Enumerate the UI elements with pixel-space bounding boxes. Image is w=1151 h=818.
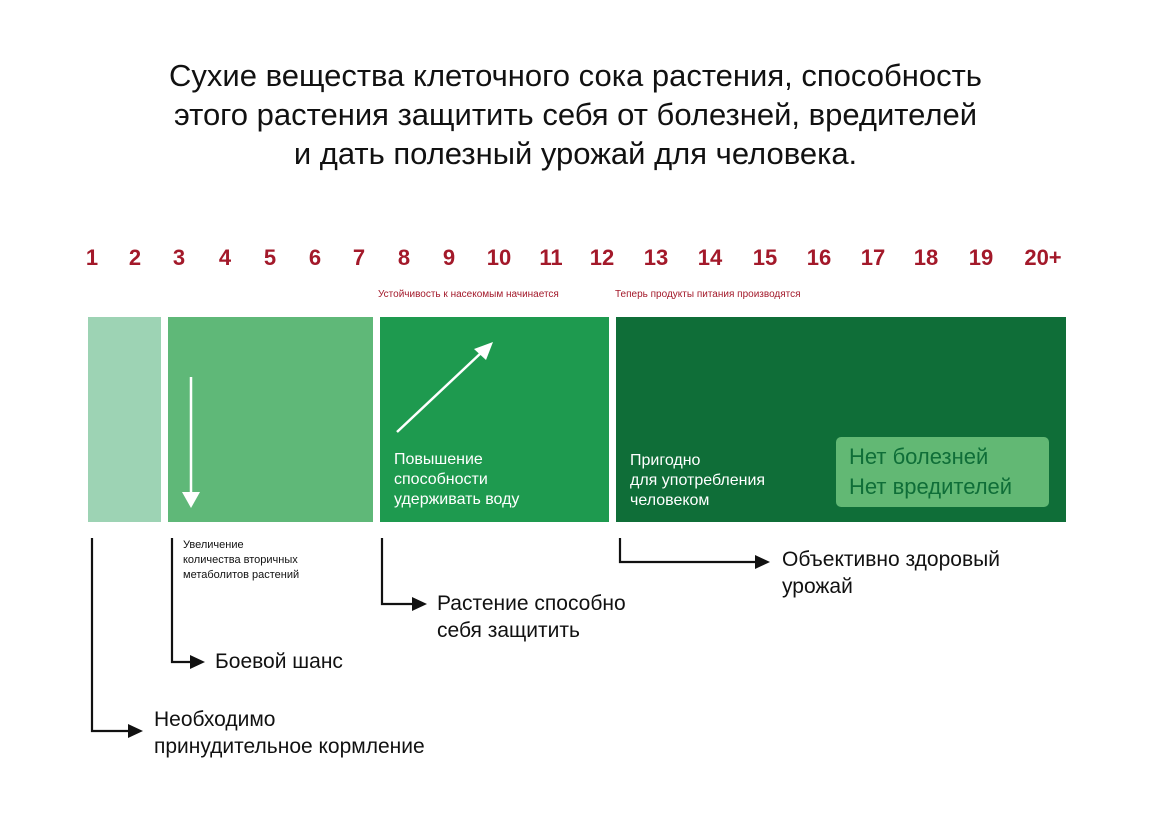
scale-number: 11 bbox=[539, 245, 563, 270]
outcome-line: Необходимо bbox=[154, 708, 276, 731]
scale-number: 13 bbox=[643, 245, 669, 270]
outcome-line: урожай bbox=[782, 575, 853, 598]
scale-number: 7 bbox=[352, 245, 366, 270]
scale-number: 20+ bbox=[1024, 245, 1062, 270]
badge-line-no-pests: Нет вредителей bbox=[849, 474, 1013, 499]
scale-number: 2 bbox=[128, 245, 142, 270]
scale-number: 8 bbox=[397, 245, 411, 270]
scale-number: 6 bbox=[308, 245, 322, 270]
scale-number: 4 bbox=[218, 245, 232, 270]
scale-number: 5 bbox=[263, 245, 277, 270]
connector-self-protection bbox=[382, 538, 427, 611]
human-consumption-line: для употребления bbox=[630, 472, 766, 489]
title-line-3: и дать полезный урожай для человека. bbox=[293, 136, 858, 171]
scale-number: 15 bbox=[752, 245, 778, 270]
scale-number: 18 bbox=[913, 245, 939, 270]
outcome-line: Объективно здоровый bbox=[782, 548, 1000, 571]
outcome-line: Растение способно bbox=[437, 592, 626, 615]
outcome-line: Боевой шанс bbox=[215, 650, 343, 673]
arrow-up-right-icon bbox=[397, 342, 493, 432]
metabolites-line: метаболитов растений bbox=[183, 569, 300, 581]
outcome-line: себя защитить bbox=[437, 619, 580, 642]
human-consumption-line: Пригодно bbox=[630, 452, 701, 469]
note-insect-resistance: Устойчивость к насекомым начинается bbox=[378, 289, 559, 300]
badge-line-no-disease: Нет болезней bbox=[849, 444, 989, 469]
water-retention-line: способности bbox=[394, 471, 488, 488]
note-food-production: Теперь продукты питания производятся bbox=[615, 289, 801, 300]
scale-number: 10 bbox=[486, 245, 512, 270]
water-retention-line: Повышение bbox=[394, 451, 483, 468]
outcome-line: принудительное кормление bbox=[154, 735, 425, 758]
human-consumption-line: человеком bbox=[630, 492, 710, 509]
scale-number: 3 bbox=[172, 245, 186, 270]
metabolites-line: количества вторичных bbox=[183, 554, 298, 566]
scale-number: 16 bbox=[806, 245, 832, 270]
title-line-1: Сухие вещества клеточного сока растения, способность bbox=[169, 58, 982, 93]
arrow-down-icon bbox=[182, 377, 200, 508]
connector-healthy-harvest bbox=[620, 538, 770, 569]
scale-number: 9 bbox=[442, 245, 456, 270]
scale-number: 12 bbox=[589, 245, 615, 270]
connector-fighting-chance bbox=[172, 538, 205, 669]
title-line-2: этого растения защитить себя от болезней, вредителей bbox=[173, 97, 978, 132]
scale-number: 1 bbox=[85, 245, 99, 270]
metabolites-line: Увеличение bbox=[183, 539, 244, 551]
scale-number: 14 bbox=[697, 245, 723, 270]
scale-number: 17 bbox=[860, 245, 886, 270]
connector-force-feeding bbox=[92, 538, 143, 738]
water-retention-line: удерживать воду bbox=[394, 491, 520, 508]
scale-number: 19 bbox=[968, 245, 994, 270]
